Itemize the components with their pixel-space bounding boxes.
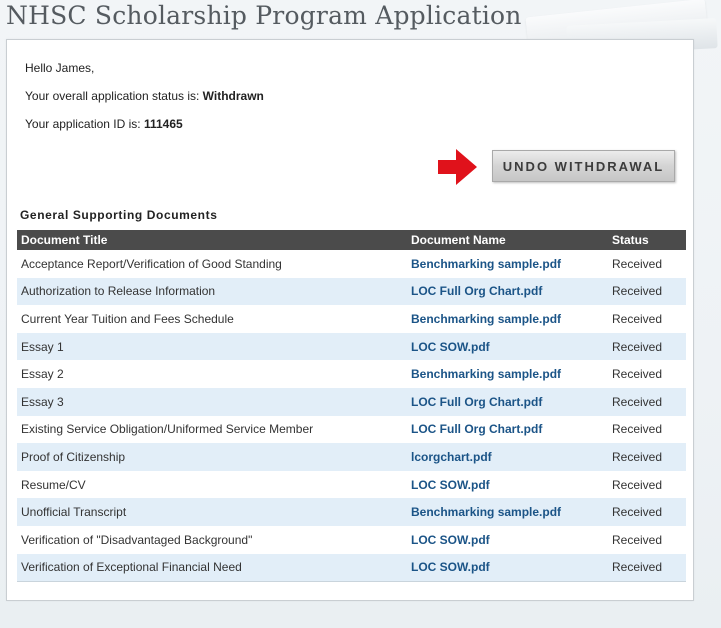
document-title-cell: Resume/CV (21, 477, 86, 492)
document-title-cell: Unofficial Transcript (17, 498, 407, 526)
greeting-text: Hello James, (25, 61, 95, 75)
table-header-row (17, 230, 686, 250)
application-id-line (25, 117, 183, 131)
document-link[interactable]: Benchmarking sample.pdf (411, 311, 562, 326)
table-row (17, 305, 686, 333)
status-value: Withdrawn (202, 89, 264, 103)
document-title-cell: Authorization to Release Information (17, 278, 407, 306)
document-title-cell: Verification of "Disadvantaged Background" (21, 532, 253, 547)
status-cell: Received (608, 333, 686, 361)
document-title-cell: Essay 1 (17, 333, 407, 361)
document-link[interactable]: LOC Full Org Chart.pdf (411, 284, 543, 299)
application-id-label: Your application ID is: (25, 117, 144, 131)
document-name-cell (407, 526, 608, 554)
table-row (17, 388, 686, 416)
document-name-cell (407, 388, 608, 416)
document-link[interactable]: Benchmarking sample.pdf (411, 505, 562, 520)
document-link[interactable]: LOC SOW.pdf (411, 339, 490, 354)
table-row (17, 360, 686, 388)
document-name-cell (407, 498, 608, 526)
column-header-document-name: Document Name (407, 230, 608, 250)
document-link[interactable]: Benchmarking sample.pdf (411, 367, 562, 382)
document-name-cell (407, 305, 608, 333)
table-row (17, 416, 686, 444)
table-row (17, 278, 686, 306)
document-title-cell: Existing Service Obligation/Uniformed Service Member (21, 422, 314, 437)
document-name-cell (407, 443, 608, 471)
document-title-cell: Essay 3 (17, 388, 407, 416)
documents-table (17, 230, 686, 582)
document-link[interactable]: lcorgchart.pdf (411, 449, 492, 464)
document-name-cell (407, 416, 608, 444)
table-row (17, 471, 686, 499)
document-name-cell (407, 278, 608, 306)
document-link[interactable]: LOC SOW.pdf (411, 477, 490, 492)
status-cell: Received (608, 278, 686, 306)
application-panel (6, 39, 694, 601)
document-name-cell (407, 360, 608, 388)
document-name-cell (407, 250, 608, 278)
document-link[interactable]: Benchmarking sample.pdf (411, 256, 562, 271)
status-cell: Received (612, 422, 663, 437)
document-name-cell (407, 471, 608, 499)
status-line (25, 89, 264, 103)
document-name-cell (407, 333, 608, 361)
table-row (17, 333, 686, 361)
table-row (17, 250, 686, 278)
document-title-cell: Current Year Tuition and Fees Schedule (21, 311, 234, 326)
page-title: NHSC Scholarship Program Application (6, 1, 522, 30)
status-cell: Received (612, 367, 663, 382)
column-header-status: Status (608, 230, 686, 250)
arrow-right-icon (437, 148, 479, 186)
document-title-cell: Proof of Citizenship (17, 443, 407, 471)
status-cell: Received (612, 311, 663, 326)
undo-withdrawal-button[interactable]: UNDO WITHDRAWAL (492, 150, 675, 182)
status-cell: Received (612, 256, 663, 271)
document-link[interactable]: LOC SOW.pdf (411, 560, 490, 575)
table-row (17, 554, 686, 582)
document-title-cell: Verification of Exceptional Financial Need (17, 554, 407, 582)
status-cell: Received (608, 554, 686, 582)
status-cell: Received (608, 443, 686, 471)
status-label: Your overall application status is: (25, 89, 203, 103)
table-row (17, 526, 686, 554)
application-id-value: 111465 (143, 117, 183, 131)
status-cell: Received (612, 477, 663, 492)
status-cell: Received (612, 532, 663, 547)
document-link[interactable]: LOC SOW.pdf (411, 532, 490, 547)
document-link[interactable]: LOC Full Org Chart.pdf (411, 422, 543, 437)
status-cell: Received (608, 498, 686, 526)
document-link[interactable]: LOC Full Org Chart.pdf (411, 394, 543, 409)
status-cell: Received (608, 388, 686, 416)
column-header-document-title: Document Title (17, 230, 407, 250)
document-title-cell: Essay 2 (21, 367, 64, 382)
table-row (17, 443, 686, 471)
section-title-supporting-documents: General Supporting Documents (20, 208, 218, 222)
document-name-cell (407, 554, 608, 582)
table-row (17, 498, 686, 526)
document-title-cell: Acceptance Report/Verification of Good Standing (21, 256, 282, 271)
